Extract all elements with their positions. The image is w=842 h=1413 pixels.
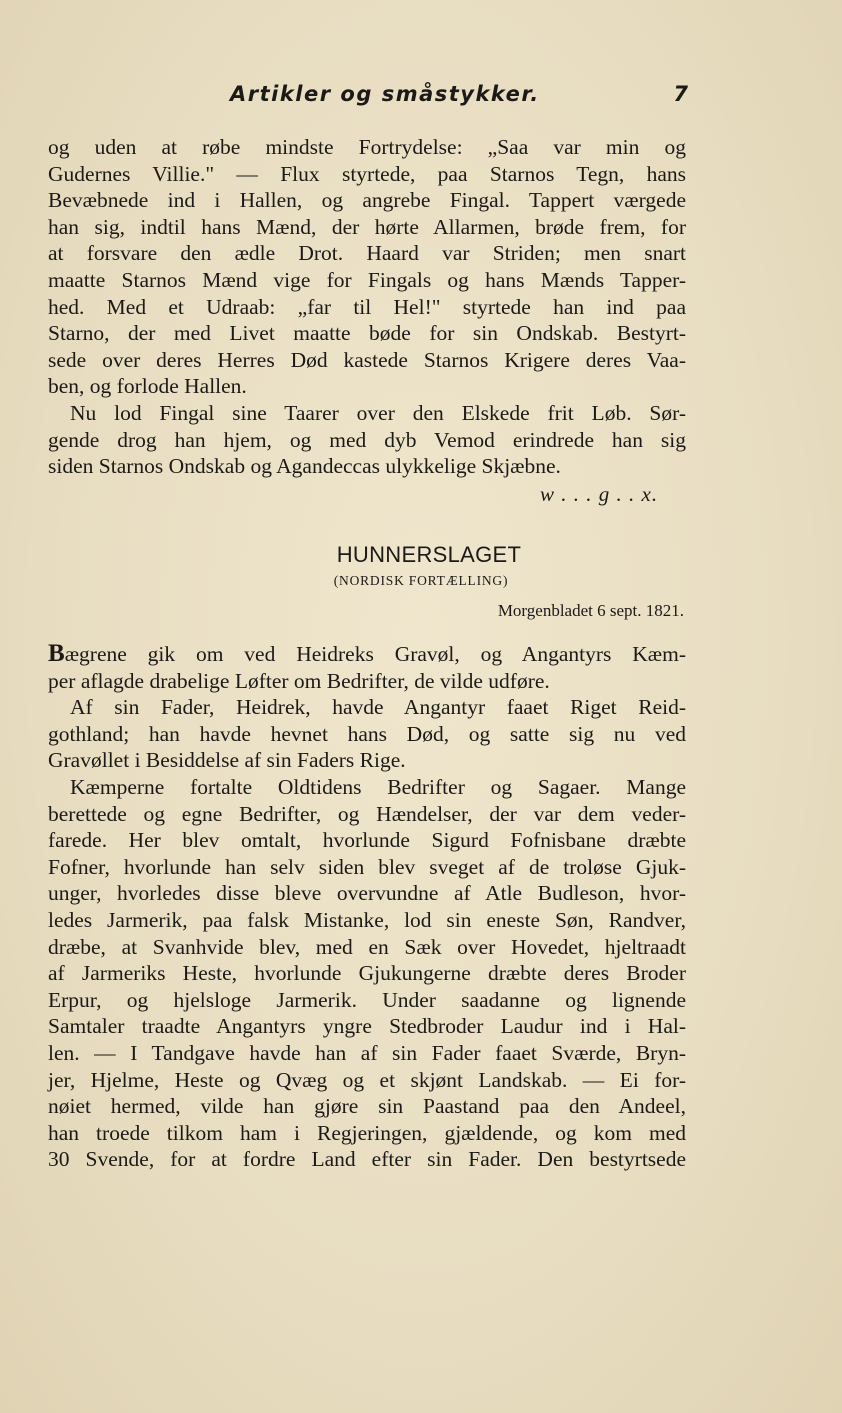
- text-line: unger, hvorledes disse bleve overvundne af Atle Budleson, hvor-: [48, 881, 686, 906]
- text-line: Gravøllet i Besiddelse af sin Faders Rige.: [48, 748, 406, 773]
- text-line: Gudernes Villie." — Flux styrtede, paa Starnos Tegn, hans: [48, 161, 686, 186]
- text-line: ledes Jarmerik, paa falsk Mistanke, lod sin eneste Søn, Randver,: [48, 907, 686, 932]
- article-source: Morgenbladet 6 sept. 1821.: [497, 601, 684, 620]
- text-line: nøiet hermed, vilde han gjøre sin Paastand paa den Andeel,: [48, 1094, 686, 1119]
- text-line: Kæmperne fortalte Oldtidens Bedrifter og Sagaer. Mange: [70, 774, 686, 799]
- article-subtitle-text: (NORDISK FORTÆLLING): [333, 573, 509, 588]
- text-line: han troede tilkom ham i Regjeringen, gjældende, og kom med: [48, 1120, 686, 1145]
- page-number: 7: [673, 82, 688, 106]
- article-title: [0, 542, 842, 568]
- text-line: 30 Svende, for at fordre Land efter sin Fader. Den bestyrtsede: [48, 1147, 686, 1172]
- signature: w . . . g . . x.: [540, 482, 659, 506]
- article-subtitle: [0, 573, 842, 589]
- text-line: gende drog han hjem, og med dyb Vemod erindrede han sig: [48, 427, 686, 452]
- text-line: farede. Her blev omtalt, hvorlunde Sigurd Fofnisbane dræbte: [48, 828, 686, 853]
- text-line: gothland; han havde hevnet hans Død, og satte sig nu ved: [48, 721, 686, 746]
- text-line: ben, og forlode Hallen.: [48, 374, 247, 399]
- text-line: jer, Hjelme, Heste og Qvæg og et skjønt Landskab. — Ei for-: [48, 1067, 686, 1092]
- text-line: Bevæbnede ind i Hallen, og angrebe Fingal. Tappert værgede: [48, 188, 686, 213]
- text-line: at forsvare den ædle Drot. Haard var Striden; men snart: [48, 241, 686, 266]
- article-title-text: HUNNERSLAGET: [336, 542, 522, 567]
- text-line: berettede og egne Bedrifter, og Hændelser, der var dem veder-: [48, 801, 686, 826]
- text-line: sede over deres Herres Død kastede Starnos Krigere deres Vaa-: [48, 347, 686, 372]
- running-title: Artikler og småstykker.: [230, 82, 540, 106]
- text-line: Nu lod Fingal sine Taarer over den Elskede frit Løb. Sør-: [70, 400, 686, 425]
- text-line: dræbe, at Svanhvide blev, med en Sæk over Hovedet, hjeltraadt: [48, 934, 686, 959]
- text-line: siden Starnos Ondskab og Agandeccas ulykkelige Skjæbne.: [48, 454, 561, 479]
- text-line: hed. Med et Udraab: „far til Hel!" styrtede han ind paa: [48, 294, 686, 319]
- text-line: af Jarmeriks Heste, hvorlunde Gjukungerne dræbte deres Broder: [48, 961, 686, 986]
- text-line: han sig, indtil hans Mænd, der hørte Allarmen, brøde frem, for: [48, 214, 686, 239]
- text-line: Samtaler traadte Angantyrs yngre Stedbroder Laudur ind i Hal-: [48, 1014, 686, 1039]
- first-line-rest: ægrene gik om ved Heidreks Gravøl, og Angantyrs Kæm-: [64, 642, 686, 666]
- text-line: Af sin Fader, Heidrek, havde Angantyr faaet Riget Reid-: [70, 695, 686, 720]
- text-line-first: [48, 641, 686, 668]
- text-line: Starno, der med Livet maatte bøde for sin Ondskab. Bestyrt-: [48, 321, 686, 346]
- running-head: [48, 82, 688, 114]
- section1-text: [48, 134, 686, 480]
- text-line: og uden at røbe mindste Fortrydelse: „Saa var min og: [48, 135, 686, 159]
- dropcap: B: [48, 640, 65, 667]
- text-line: per aflagde drabelige Løfter om Bedrifter, de vilde udføre.: [48, 668, 550, 693]
- text-line: Erpur, og hjelsloge Jarmerik. Under saadanne og lignende: [48, 987, 686, 1012]
- text-line: len. — I Tandgave havde han af sin Fader faaet Sværde, Bryn-: [48, 1040, 686, 1065]
- article-text: [48, 641, 686, 1173]
- text-line: maatte Starnos Mænd vige for Fingals og hans Mænds Tapper-: [48, 267, 686, 292]
- text-line: Fofner, hvorlunde han selv siden blev sveget af de troløse Gjuk-: [48, 854, 686, 879]
